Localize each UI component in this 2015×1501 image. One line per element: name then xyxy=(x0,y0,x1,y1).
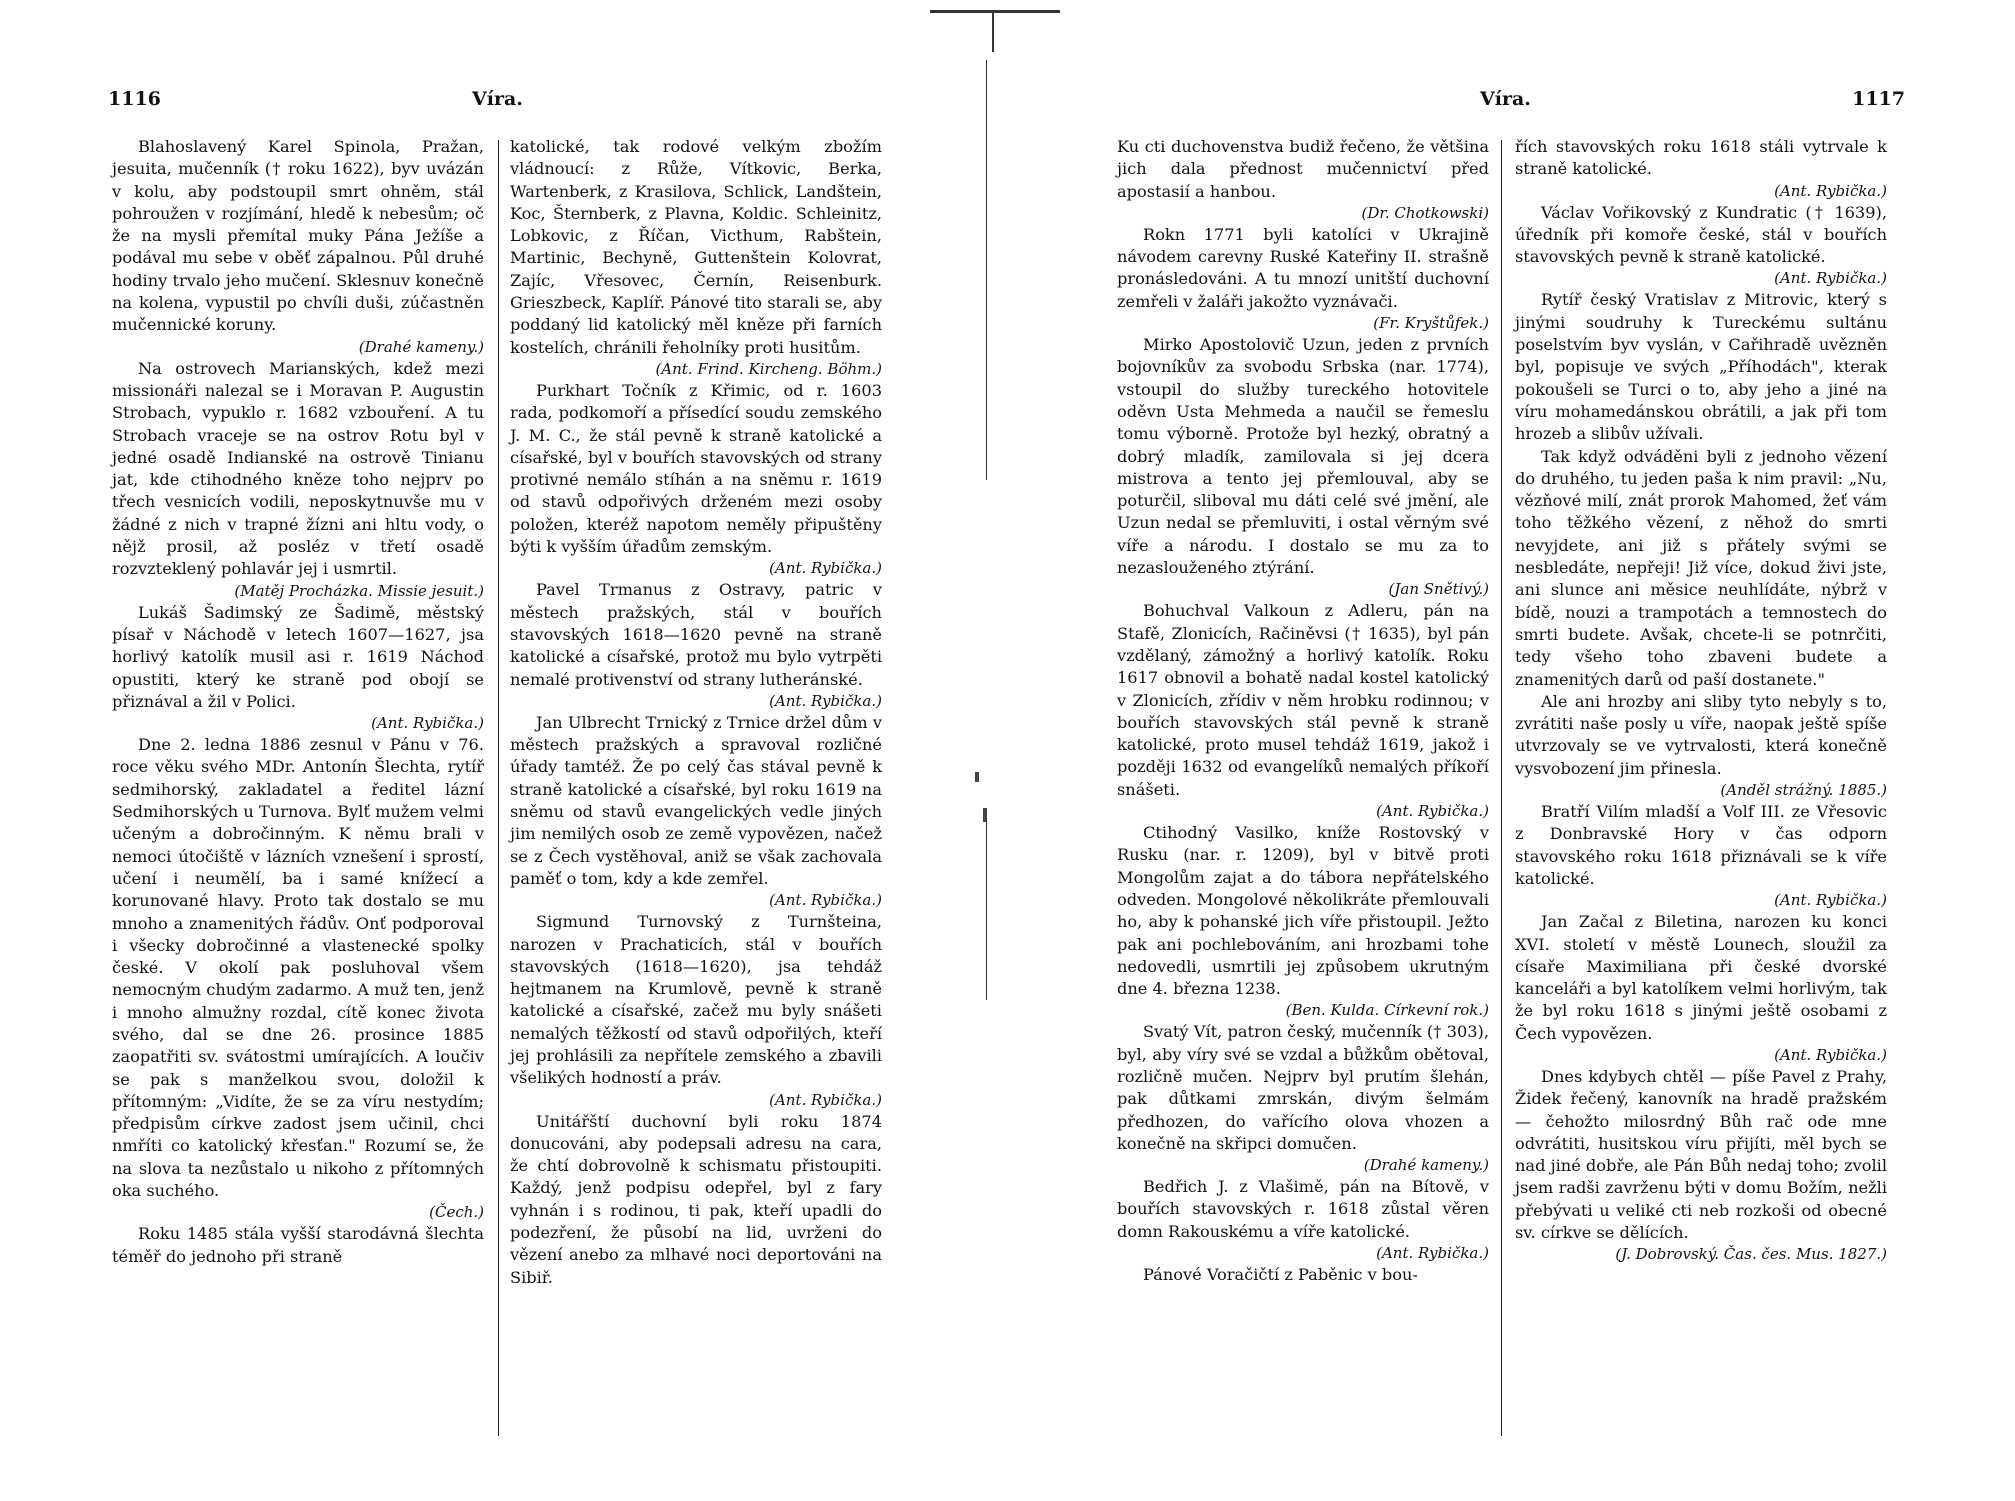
entry-paragraph xyxy=(112,136,484,358)
entry-paragraph xyxy=(1117,1264,1489,1286)
scan-gutter-mark-top xyxy=(930,10,1060,13)
entry-paragraph xyxy=(1117,1021,1489,1176)
entry-text: Dnes kdybych chtěl — píše Pavel z Prahy, Židek řečený, kanovník na hradě pražském — čehožto milosrdný Bůh rač ode mne odvrátiti, husitskou víru přijíti, měl bych se nad jiné dobře, ale Pán Bůh nedaj toho; zvolil jsem radši zavrženu býti v domu Božím, nežli přebývati u veliké cti neb rozkoši od obecné sv. církve se dělících. xyxy=(1515,1066,1887,1243)
running-title: Víra. xyxy=(1480,88,1531,110)
source-citation: (Ant. Rybička.) xyxy=(1376,802,1489,821)
column-right xyxy=(1515,136,1887,1265)
entry-paragraph xyxy=(510,579,882,711)
source-citation: (Anděl strážný. 1885.) xyxy=(1720,781,1887,800)
entry-text: Jan Ulbrecht Trnický z Trnice držel dům v městech pražských a spravoval rozličné úřady tamtéž. Že po celý čas stával pevně k straně katolické a císařské, byl roku 1619 na sněmu od stavů evangelických vedle jiných jim nemilých osob ze země vypovězen, načež se z Čech vystěhoval, aniž se však zachovala paměť o tom, kdy a kde zemřel. xyxy=(510,712,882,888)
entry-text: Rytíř český Vratislav z Mitrovic, který s jinými soudruhy k Tureckému sultánu poselstvím byv vyslán, v Cařihradě uvězněn byl, popisuje ve svých „Příhodách", kterak pokoušeli se Turci o to, aby jeho a jiné na víru mohamedánskou obrátili, a jak při tom hrozeb a slibův užívali. xyxy=(1515,290,1887,444)
entry-text: Bohuchval Valkoun z Adleru, pán na Stafě, Zlonicích, Račiněvsi († 1635), byl pán vzdělaný, zámožný a horlivý katolík. Roku 1617 obnovil a bohatě nadal kostel katolický v Zlonicích, zřídiv v něm hrobku rodinnou; v bouřích stavovských stál pevně k straně katolické, proto musel tehdáž 1619, jakož i později 1632 od evangelíků nemalých příkoří snášeti. xyxy=(1117,601,1489,799)
column-divider xyxy=(498,140,499,1436)
entry-paragraph xyxy=(112,358,484,602)
source-citation: (Drahé kameny.) xyxy=(358,337,484,356)
entry-paragraph xyxy=(112,1223,484,1268)
source-citation: (Matěj Procházka. Missie jesuit.) xyxy=(234,581,484,600)
entry-text: Pavel Trmanus z Ostravy, patric v městech pražských, stál v bouřích stavovských 1618—1620 pevně na straně katolické a císařské, protož mu bylo vytrpěti nemalé protivenství od strany lutheránské. xyxy=(510,580,882,689)
running-title: Víra. xyxy=(472,88,523,110)
entry-text: Dne 2. ledna 1886 zesnul v Pánu v 76. roce věku svého MDr. Antonín Šlechta, rytíř sedmihorský, zakladatel a ředitel lázní Sedmihorských u Turnova. Bylť mužem velmi učeným a dobročinným. K němu brali v nemoci útočiště v lázních vznešení i sprostí, učení i neumělí, ba i samé knížecí a korunované hlavy. Proto tak dostalo se mu mnoho a znamenitých řádův. Onť podporoval i všecky dobročinné a vlastenecké spolky české. V okolí pak posluhoval všem nemocným chudým zadarmo. A muž ten, jenž i mnoho almužny rozdal, cítě konec života svého, dal se dne 26. prosince 1885 zaopatřiti sv. svátostmi umírajících. A loučiv se pak s manželkou svou, doložil k přítomným: „Vidíte, že se za víru nestydím; předpisům církve zadost jsem učinil, chci nmříti co katolický křesťan." Rozumí se, že na slova ta nezůstalo u nikoho z přítomných oka suchého. xyxy=(112,735,484,1201)
source-citation: (Ant. Rybička.) xyxy=(1376,1244,1489,1263)
entry-text: Rokn 1771 byli katolíci v Ukrajině návodem carevny Ruské Kateřiny II. strašně pronásledováni. A tu mnozí unitští duchovní zemřeli v žaláři jakožto vyznávači. xyxy=(1117,224,1489,311)
entry-paragraph xyxy=(1117,334,1489,600)
entry-text: Purkhart Točník z Křimic, od r. 1603 rada, podkomoří a přísedící soudu zemského J. M. C., že stál pevně k straně katolické a císařské, byl v bouřích stavovských od strany protivné nemálo stíhán a na sněmu r. 1619 od stavů odpořivých drženém mezi osoby položen, kteréž napotom neměly připuštěny býti k vyšším úřadům zemským. xyxy=(510,380,882,557)
entry-text: Jan Začal z Biletina, narozen ku konci XVI. století v městě Lounech, sloužil za císaře Maximiliana při české dvorské kanceláři a byl katolíkem velmi horlivým, tak že byl roku 1618 s jinými ještě osobami z Čech vypovězen. xyxy=(1515,912,1887,1043)
entry-text: Tak když odváděni byli z jednoho vězení do druhého, tu jeden paša k nim pravil: „Nu, vězňové milí, znát prorok Mahomed, žeť vám toho těžkého vězení, z něhož do smrti nevyjdete, ani již s přátely svými se nesbledáte, nepřeji! Již více, dokud živi jste, ani slunce ani měsice neuhlídáte, nýbrž v bídě, nouzi a trampotách a temnostech do smrti budete. Avšak, chcete-li se potnrčiti, tedy všeho toho zbaveni budete a znamenitých darů od paší dostanete." xyxy=(1515,446,1887,689)
column-right xyxy=(510,136,882,1289)
page-number: 1117 xyxy=(1852,88,1905,110)
entry-paragraph xyxy=(1515,1066,1887,1265)
source-citation: (Dr. Chotkowski) xyxy=(1361,203,1489,222)
entry-paragraph xyxy=(1515,801,1887,911)
entry-text: Sigmund Turnovský z Turnšteina, narozen v Prachaticích, stál v bouřích stavovských (1618—1620), jsa tehdáž hejtmanem na Krumlově, pevně k straně katolické a císařské, začež mu byly snášeti nemalých těžkostí od stavů odpořilých, kteří jej prohlásili za nepřítele zemského a zbavili všelikých hodností a práv. xyxy=(510,912,882,1088)
scan-gutter-line xyxy=(986,60,987,480)
entry-paragraph xyxy=(510,136,882,380)
source-citation: (Ant. Rybička.) xyxy=(371,714,484,733)
entry-text: Lukáš Šadimský ze Šadimě, městský písař v Náchodě v letech 1607—1627, jsa horlivý katolík musil asi r. 1619 Náchod opustiti, který ke straně pod obojí se přiznával a žil v Polici. xyxy=(112,602,484,711)
source-citation: (Ant. Rybička.) xyxy=(1774,891,1887,910)
entry-paragraph xyxy=(1117,1176,1489,1264)
entry-paragraph xyxy=(1117,136,1489,224)
source-citation: (Ant. Rybička.) xyxy=(769,1090,882,1109)
entry-text: Ku cti duchovenstva budiž řečeno, že většina jich dala přednost mučennictví před apostasií a hanbou. xyxy=(1117,137,1489,201)
scan-speck xyxy=(975,772,979,782)
entry-paragraph xyxy=(510,712,882,911)
entry-text: Václav Vořikovský z Kundratic († 1639), úředník při komoře české, stál v bouřích stavovských pevně k straně katolické. xyxy=(1515,202,1887,267)
entry-paragraph xyxy=(510,911,882,1110)
right-page xyxy=(1105,0,1905,1501)
entry-text: Mirko Apostolovič Uzun, jeden z prvních bojovníkův za svobodu Srbska (nar. 1774), vstoupil do služby tureckého hotovitele oděvn Usta Mehmeda a naučil se řemeslu tomu výborně. Protože byl hezký, obratný a dobrý mladík, zamilovala si jej dcera mistrova a tento jej přemlouval, aby se poturčil, sliboval mu dáti celé své jmění, ale Uzun nedal se přemluviti, i ostal věrným své víře a národu. I dostalo se mu za to nezaslouženého ztýrání. xyxy=(1117,335,1489,578)
entry-text: řích stavovských roku 1618 stáli vytrvale k straně katolické. xyxy=(1515,137,1887,179)
entry-text: Unitářští duchovní byli roku 1874 donucováni, aby podepsali adresu na cara, že chtí dobrovolně k schismatu přistoupiti. Každý, jenž podpisu odepřel, byl z fary vyhnán i s rodinou, ti pak, kteří upadli do podezření, že působí na lid, uvrženi do vězení anebo za mlhavé noci deportováni na Sibiř. xyxy=(510,1111,882,1287)
entry-text: Na ostrovech Marianských, kdež mezi missionáři nalezal se i Moravan P. Augustin Strobach, vypuklo r. 1682 vzbouření. A tu Strobach vraceje se na ostrov Rotu byl v jedné osadě Indianské na ostrově Tinianu jat, kde ctihodného kněze toho nejprv po třech vesnicích vodili, neposkytnuvše mu v žádné z nich v trapné žízni ani hltu vody, o nějž prosil, až posléz v třetí osadě rozvzteklený pohlavár jej i usmrtil. xyxy=(112,358,484,579)
entry-text: Bratří Vilím mladší a Volf III. ze Vřesovic z Donbravské Hory v čas odporn stavovského roku 1618 přiznávali se k víře katolické. xyxy=(1515,802,1887,888)
source-citation: (Ant. Rybička.) xyxy=(769,891,882,910)
entry-paragraph xyxy=(1515,691,1887,801)
page-header xyxy=(1105,88,1905,118)
column-left xyxy=(112,136,484,1268)
entry-paragraph xyxy=(1515,911,1887,1066)
entry-paragraph xyxy=(510,380,882,579)
source-citation: (Ant. Rybička.) xyxy=(1774,181,1887,200)
entry-paragraph xyxy=(1117,224,1489,334)
entry-paragraph xyxy=(112,734,484,1223)
source-citation: (Ben. Kulda. Církevní rok.) xyxy=(1285,1001,1489,1020)
left-page xyxy=(100,0,900,1501)
source-citation: (Ant. Rybička.) xyxy=(1774,1045,1887,1064)
entry-paragraph xyxy=(1515,446,1887,691)
entry-text: Blahoslavený Karel Spinola, Pražan, jesuita, mučenník († roku 1622), byv uvázán v kolu, aby podstoupil smrt ohněm, stál pohroužen v rozjímání, hledě k nebesům; oč že na mysli přemítal muky Pána Ježíše a podával mu sebe v oběť zápalnou. Půl druhé hodiny trvalo jeho mučení. Sklesnuv konečně na kolena, vypustil po chvíli duši, zúčastněn mučennické koruny. xyxy=(112,137,484,335)
source-citation: (Ant. Rybička.) xyxy=(769,691,882,710)
scan-gutter-line xyxy=(986,820,987,1000)
entry-paragraph xyxy=(1515,136,1887,202)
entry-text: Bedřich J. z Vlašimě, pán na Bítově, v bouřích stavovských r. 1618 zůstal věren domn Rakouskému a víře katolické. xyxy=(1117,1177,1489,1241)
entry-text: Svatý Vít, patron český, mučenník († 303), byl, aby víry své se vzdal a bůžkům obětoval, rozličně mučen. Nejprv byl prutím šlehán, pak důtkami zmrskán, divým šelmám předhozen, do vařícího olova vhozen a konečně na skřipci domučen. xyxy=(1117,1022,1489,1153)
source-citation: (Ant. Frind. Kircheng. Böhm.) xyxy=(655,359,882,378)
column-left xyxy=(1117,136,1489,1286)
entry-paragraph xyxy=(112,602,484,734)
entry-text: Pánové Voračičtí z Paběnic v bou- xyxy=(1143,1265,1418,1285)
entry-paragraph xyxy=(1515,289,1887,445)
entry-paragraph xyxy=(510,1111,882,1289)
entry-text: katolické, tak rodové velkým zbožím vládnoucí: z Růže, Vítkovic, Berka, Wartenberk, z Krasilova, Schlick, Landštein, Koc, Šternberk, z Plavna, Koldic. Schleinitz, Lobkovic, z Říčan, Victhum, Rabštein, Martinic, Bechyně, Guttenštein Kolovrat, Zajíc, Vřesovec, Černín, Reisenburk. Grieszbeck, Kaplíř. Pánové tito starali se, aby poddaný lid katolický měl kněze při farních kostelích, chránili řeholníky proti husitům. xyxy=(510,137,882,357)
entry-text: Ctihodný Vasilko, kníže Rostovský v Rusku (nar. r. 1209), byl v bitvě proti Mongolům zajat a do tábora nepřátelského odveden. Mongolové několikráte přemlouvali ho, aby k pohanské jich víře přistoupil. Ježto pak ani pochlebováním, ani hrozbami tohe nedovedli, usmrtili jej způsobem ukrutným dne 4. března 1238. xyxy=(1117,823,1489,999)
entry-paragraph xyxy=(1117,600,1489,822)
entry-paragraph xyxy=(1515,202,1887,290)
entry-text: Ale ani hrozby ani sliby tyto nebyly s to, zvrátiti naše posly u víře, naopak ještě spíše utvrzovaly se ve vytrvalosti, která konečně vysvobození jim přinesla. xyxy=(1515,691,1887,778)
entry-text: Roku 1485 stála vyšší starodávná šlechta téměř do jednoho při straně xyxy=(112,1224,484,1266)
entry-paragraph xyxy=(1117,822,1489,1021)
source-citation: (Ant. Rybička.) xyxy=(769,559,882,578)
source-citation: (Ant. Rybička.) xyxy=(1774,269,1887,288)
source-citation: (Čech.) xyxy=(429,1203,484,1222)
source-citation: (Fr. Kryštůfek.) xyxy=(1373,314,1489,333)
source-citation: (Jan Snětivý.) xyxy=(1388,580,1489,599)
scan-gutter-line xyxy=(992,12,994,52)
column-divider xyxy=(1501,140,1502,1436)
source-citation: (J. Dobrovský. Čas. čes. Mus. 1827.) xyxy=(1615,1245,1887,1264)
page-header xyxy=(100,88,900,118)
source-citation: (Drahé kameny.) xyxy=(1363,1156,1489,1175)
page-number: 1116 xyxy=(108,88,161,110)
